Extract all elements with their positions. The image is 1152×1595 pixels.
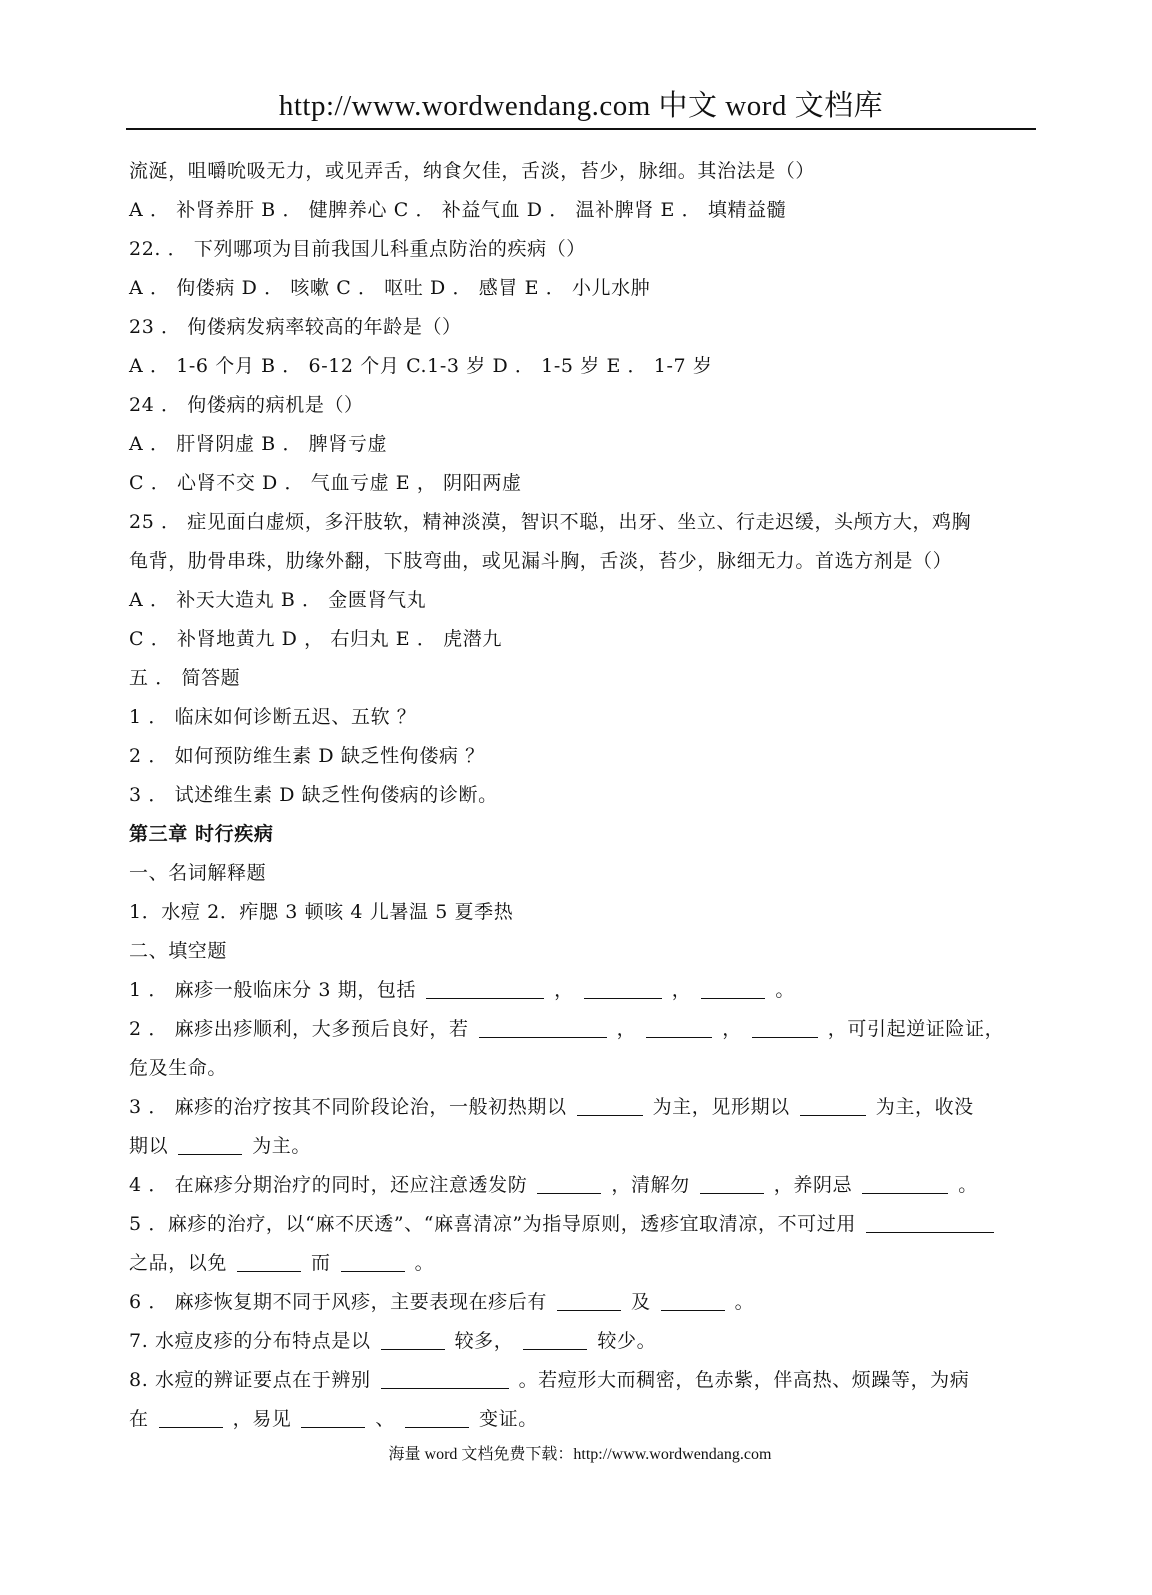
text-line xyxy=(129,1283,1045,1322)
text-line: 2 ． 如何预防维生素 D 缺乏性佝偻病 ？ xyxy=(129,745,485,767)
text-line: A ． 补肾养肝 B ． 健脾养心 C ． 补益气血 D ． 温补脾肾 E ． 填精益髓 xyxy=(129,199,787,221)
text-segment: 。 xyxy=(775,979,795,1001)
text-segment: 2 ． 麻疹出疹顺利，大多预后良好，若 xyxy=(129,1018,469,1040)
text-segment: 6 ． 麻疹恢复期不同于风疹，主要表现在疹后有 xyxy=(129,1291,547,1313)
text-segment: 。 xyxy=(734,1291,755,1313)
fill-in-blank xyxy=(479,1015,607,1038)
text-line: 23 ． 佝偻病发病率较高的年龄是（） xyxy=(129,316,462,338)
fill-in-blank xyxy=(178,1132,242,1155)
fill-in-blank xyxy=(752,1015,818,1038)
chapter-heading: 第三章 时行疾病 xyxy=(129,823,274,845)
text-line: 24 ． 佝偻病的病机是（） xyxy=(129,394,364,416)
document-body xyxy=(129,152,1045,1439)
text-segment: 5 ．麻疹的治疗，以“麻不厌透”、“麻喜清凉”为指导原则，透疹宜取清凉，不可过用 xyxy=(129,1213,856,1235)
fill-in-blank xyxy=(584,976,662,999)
fill-in-blank xyxy=(301,1405,365,1428)
fill-in-blank xyxy=(426,976,544,999)
text-segment: 。 xyxy=(958,1174,978,1196)
text-segment: 为主。 xyxy=(252,1135,312,1157)
text-segment: 、 xyxy=(375,1408,396,1430)
page-footer: 海量 word 文档免费下载：http://www.wordwendang.com xyxy=(388,1446,772,1463)
text-line xyxy=(129,1205,1045,1244)
text-line: 危及生命。 xyxy=(129,1057,228,1079)
text-line xyxy=(129,1361,1045,1400)
fill-in-blank xyxy=(701,976,765,999)
text-line xyxy=(129,1010,1045,1049)
text-line: A ． 补天大造丸 B ． 金匮肾气丸 xyxy=(129,589,427,611)
text-line: 1 ． 临床如何诊断五迟、五软 ？ xyxy=(129,706,417,728)
text-line: 25 ． 症见面白虚烦，多汗肢软，精神淡漠，智识不聪，出牙、坐立、行走迟缓，头颅方大，鸡胸 xyxy=(129,511,972,533)
fill-in-blank xyxy=(237,1249,301,1272)
text-segment: 变证。 xyxy=(479,1408,538,1430)
text-segment: 8. 水痘的辨证要点在于辨别 xyxy=(129,1369,371,1391)
text-segment: 。 xyxy=(414,1252,435,1274)
text-segment: 而 xyxy=(311,1252,331,1274)
fill-in-blank xyxy=(341,1249,405,1272)
text-line: C ． 心肾不交 D ． 气血亏虚 E ， 阴阳两虚 xyxy=(129,472,522,494)
text-line: 22. ． 下列哪项为目前我国儿科重点防治的疾病（） xyxy=(129,238,586,260)
text-segment: 为主，见形期以 xyxy=(652,1096,790,1118)
fill-in-blank xyxy=(557,1288,621,1311)
text-line: A ． 佝偻病 D ． 咳嗽 C ． 呕吐 D ． 感冒 E ． 小儿水肿 xyxy=(129,277,651,299)
text-segment: 1 ． 麻疹一般临床分 3 期，包括 xyxy=(129,979,417,1001)
fill-in-blank xyxy=(577,1093,643,1116)
text-line xyxy=(129,971,1045,1010)
text-segment: ， xyxy=(616,1018,637,1040)
text-line: A ． 1-6 个月 B ． 6-12 个月 C.1-3 岁 D ． 1-5 岁 E ． 1-7 岁 xyxy=(129,355,713,377)
fill-in-blank xyxy=(800,1093,866,1116)
text-segment: ，可引起逆证险证， xyxy=(827,1018,1005,1040)
text-line xyxy=(129,1088,1045,1127)
text-segment: 之品，以免 xyxy=(129,1252,228,1274)
text-segment: 3 ． 麻疹的治疗按其不同阶段论治，一般初热期以 xyxy=(129,1096,567,1118)
text-segment: ， xyxy=(722,1018,742,1040)
text-segment: ，养阴忌 xyxy=(773,1174,853,1196)
fill-in-blank xyxy=(405,1405,469,1428)
text-line: C ． 补肾地黄九 D ， 右归丸 E ． 虎潜九 xyxy=(129,628,502,650)
text-segment: 及 xyxy=(630,1291,651,1313)
fill-in-blank xyxy=(381,1366,509,1389)
text-segment: ， xyxy=(554,979,574,1001)
fill-in-blank xyxy=(159,1405,223,1428)
text-line: A ． 肝肾阴虚 B ． 脾肾亏虚 xyxy=(129,433,388,455)
text-segment: 为主，收没 xyxy=(875,1096,974,1118)
fill-in-blank xyxy=(537,1171,601,1194)
text-segment: 较少。 xyxy=(597,1330,657,1352)
text-line xyxy=(129,1127,1045,1166)
text-line xyxy=(129,1166,1045,1205)
text-segment: ，易见 xyxy=(232,1408,292,1430)
text-line xyxy=(129,1400,1045,1439)
text-line xyxy=(129,1322,1045,1361)
page-header: http://www.wordwendang.com 中文 word 文档库 xyxy=(278,90,884,122)
text-segment: 期以 xyxy=(129,1135,169,1157)
text-segment: ，清解勿 xyxy=(611,1174,690,1196)
fill-in-blank xyxy=(381,1327,445,1350)
text-line: 流涎，咀嚼吮吸无力，或见弄舌，纳食欠佳，舌淡，苔少，脉细。其治法是（） xyxy=(129,160,816,182)
text-line xyxy=(129,1244,1045,1283)
text-segment: 在 xyxy=(129,1408,149,1430)
text-line: 二、填空题 xyxy=(129,940,228,962)
text-line: 1．水痘 2．痄腮 3 顿咳 4 儿暑温 5 夏季热 xyxy=(129,901,514,923)
text-line: 一、名词解释题 xyxy=(129,862,267,884)
text-segment: 7. 水痘皮疹的分布特点是以 xyxy=(129,1330,371,1352)
fill-in-blank xyxy=(862,1171,948,1194)
header-divider xyxy=(126,128,1036,130)
text-segment: 。若痘形大而稠密，色赤紫，伴高热、烦躁等，为病 xyxy=(518,1369,970,1391)
fill-in-blank xyxy=(646,1015,712,1038)
text-segment: 4 ． 在麻疹分期治疗的同时，还应注意透发防 xyxy=(129,1174,528,1196)
fill-in-blank xyxy=(661,1288,725,1311)
text-line: 五 ． 简答题 xyxy=(129,667,241,689)
text-line: 3 ． 试述维生素 D 缺乏性佝偻病的诊断。 xyxy=(129,784,498,806)
fill-in-blank xyxy=(866,1210,994,1233)
fill-in-blank xyxy=(700,1171,764,1194)
text-segment: ， xyxy=(671,979,692,1001)
fill-in-blank xyxy=(523,1327,587,1350)
text-line: 龟背，肋骨串珠，肋缘外翻，下肢弯曲，或见漏斗胸，舌淡，苔少，脉细无力。首选方剂是（） xyxy=(129,550,953,572)
text-segment: 较多， xyxy=(454,1330,514,1352)
